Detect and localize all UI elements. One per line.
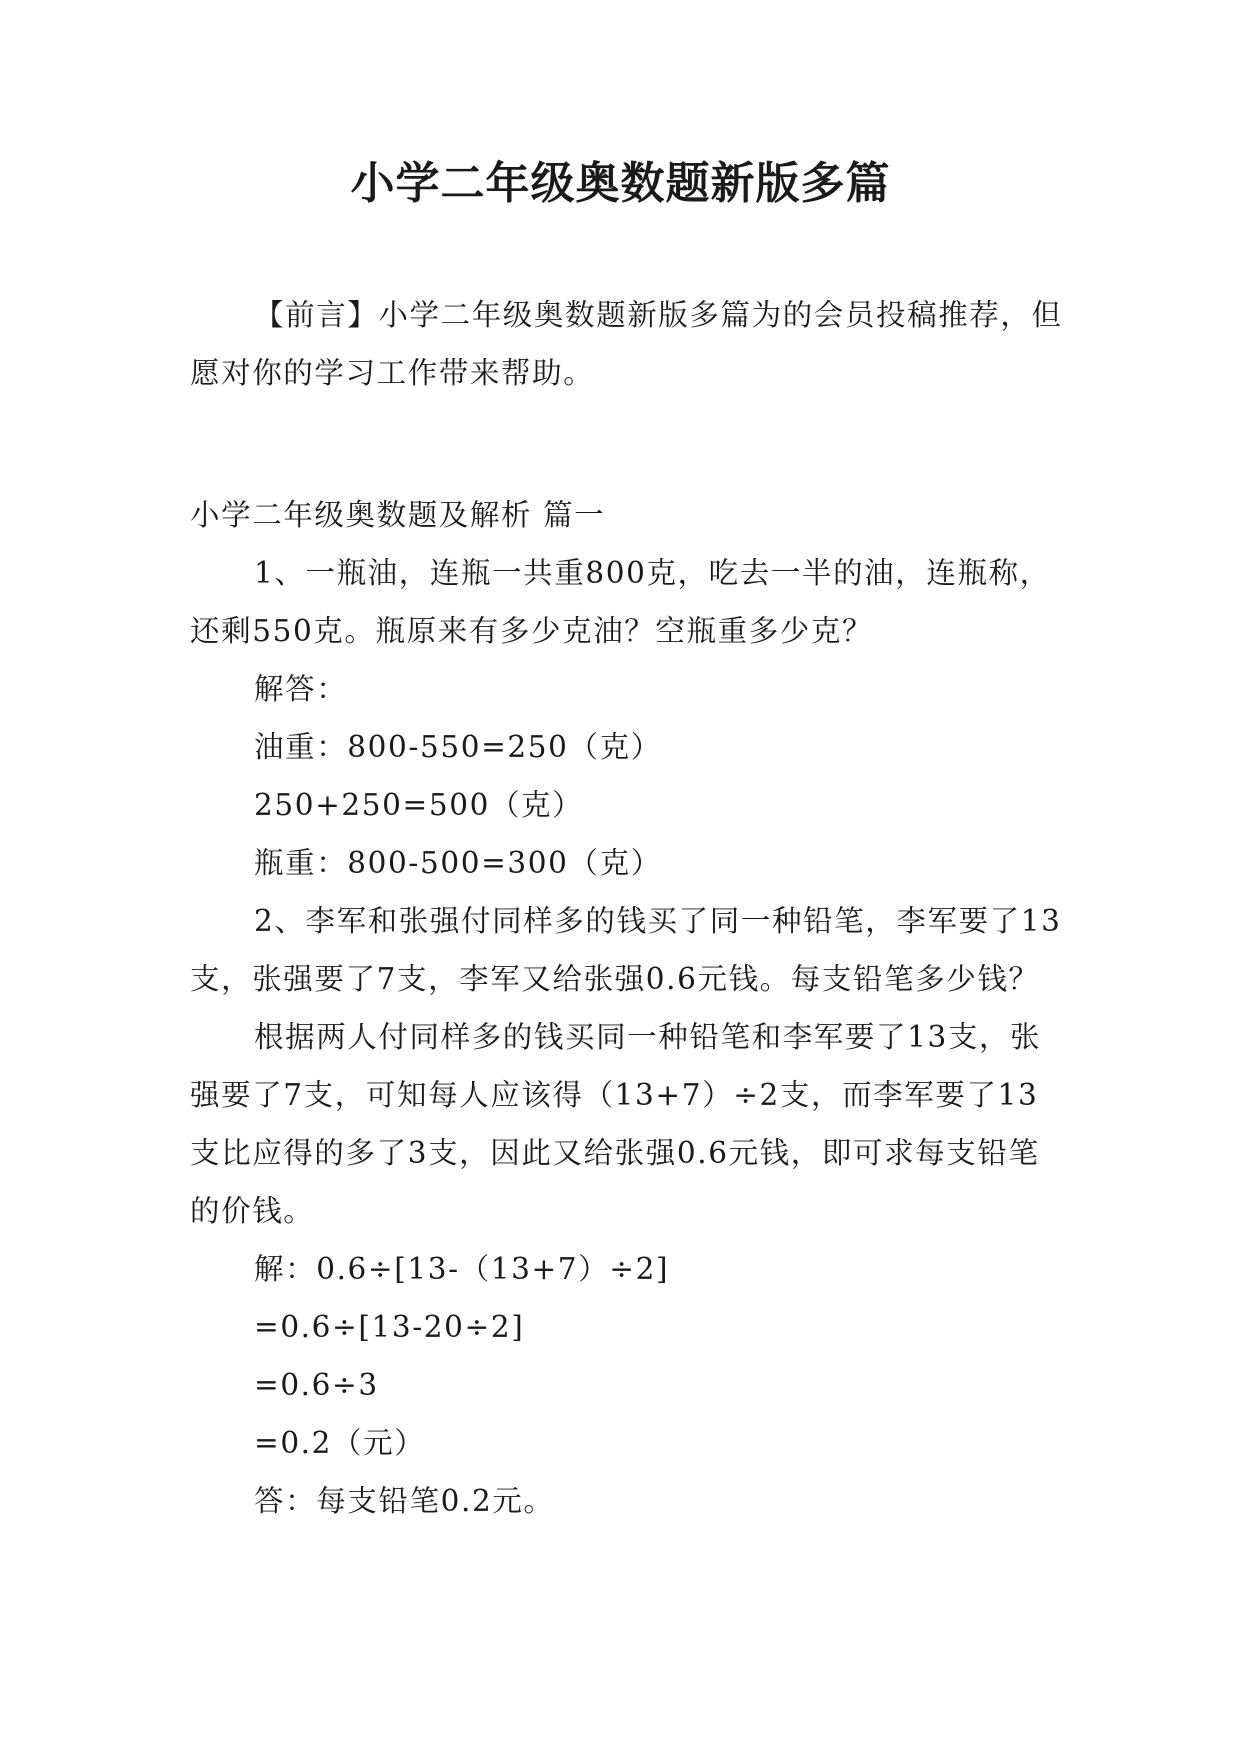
preface-paragraph: 【前言】小学二年级奥数题新版多篇为的会员投稿推荐，但愿对你的学习工作带来帮助。 — [190, 298, 1063, 390]
question-2: 2、李军和张强付同样多的钱买了同一种铅笔，李军要了13支，张强要了7支，李军又给张强0.6元钱。每支铅笔多少钱？ — [190, 904, 1062, 996]
solution-step: 瓶重：800-500=300（克） — [254, 846, 662, 880]
solution-step: =0.2（元） — [254, 1426, 426, 1460]
section-heading: 小学二年级奥数题及解析 篇一 — [190, 498, 606, 532]
solution-step: 油重：800-550=250（克） — [254, 730, 662, 764]
solution-step: =0.6÷[13-20÷2] — [254, 1310, 525, 1344]
final-answer: 答：每支铅笔0.2元。 — [254, 1484, 555, 1518]
solution-step: 250+250=500（克） — [254, 788, 584, 822]
page-title: 小学二年级奥数题新版多篇 — [350, 158, 891, 209]
solution-step: 解：0.6÷[13-（13+7）÷2] — [254, 1252, 670, 1286]
question-1: 1、一瓶油，连瓶一共重800克，吃去一半的油，连瓶称，还剩550克。瓶原来有多少克油？空瓶重多少克？ — [190, 556, 1051, 648]
answer-label: 解答： — [254, 672, 348, 706]
analysis-paragraph: 根据两人付同样多的钱买同一种铅笔和李军要了13支，张强要了7支，可知每人应该得（13+7）÷2支，而李军要了13支比应得的多了3支，因此又给张强0.6元钱，即可求每支铅笔的价钱。 — [190, 1020, 1042, 1228]
article-body — [190, 286, 1066, 1530]
solution-step: =0.6÷3 — [254, 1368, 379, 1402]
